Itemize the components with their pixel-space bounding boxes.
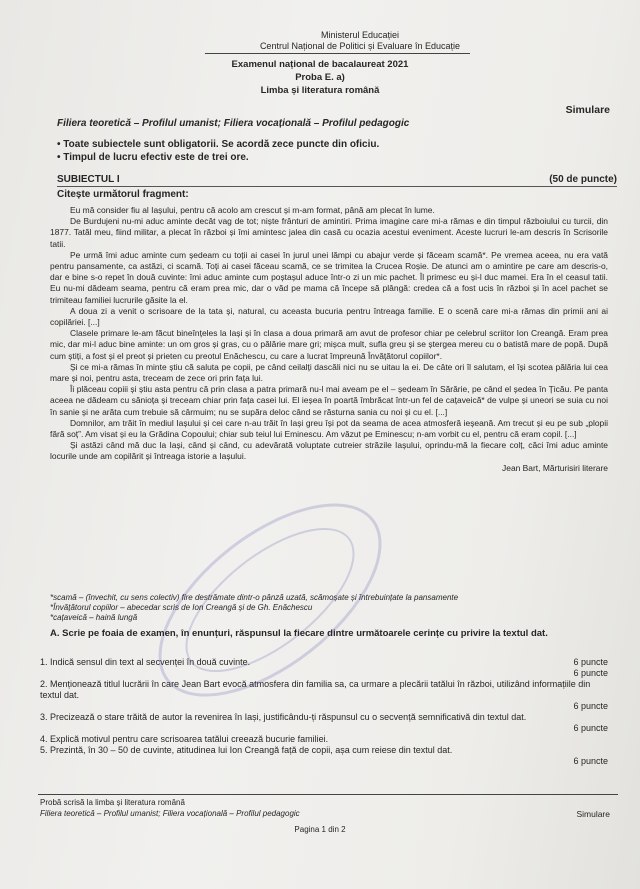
footer-line-2: Filiera teoretică – Profilul umanist; Filiera vocațională – Profilul pedagogic: [40, 808, 300, 818]
requirement-points: 6 puncte: [573, 756, 608, 766]
requirement-item: [40, 701, 608, 723]
requirement-points: 6 puncte: [573, 668, 608, 678]
requirements-list: [40, 657, 608, 767]
fragment-text: [50, 205, 608, 474]
requirement-text: 1. Indică sensul din text al secvenței în două cuvinte.: [40, 657, 251, 667]
instructions-list: [57, 138, 379, 164]
exam-title: Examenul național de bacalaureat 2021: [231, 59, 409, 70]
author-credit: Jean Bart, Mărturisiri literare: [502, 462, 608, 473]
paragraph: Și astăzi când mă duc la Iași, când și când, cu adevărată voluptate cutreier străzile Iașului, oprindu-mă la fiecare colț, căci îmi aduc aminte locurile unde am copilărit și întreaga istorie a Iașului.: [50, 440, 608, 462]
exam-proba: Proba E. a): [295, 72, 345, 83]
footnote: *Învățătorul copiilor – abecedar scris de Ion Creangă și de Gh. Enăchescu: [50, 602, 313, 612]
exam-title-block: [0, 58, 640, 97]
requirement-points: 6 puncte: [573, 657, 608, 667]
filiera-line: Filiera teoretică – Profilul umanist; Filiera vocațională – Profilul pedagogic: [57, 118, 410, 129]
paragraph: Eu mă consider fiu al Iașului, pentru că acolo am crescut și m-am format, până am plecat în lume.: [70, 205, 435, 215]
header-divider: [205, 53, 470, 54]
requirement-item: [40, 723, 608, 745]
subiect-title: SUBIECTUL I: [57, 174, 120, 185]
exam-subject: Limba și literatura română: [260, 85, 380, 96]
footnote: *scamă – (învechit, cu sens colectiv) fire destrămate dintr-o pânză uzată, scămoșate și întrebuințate la pansamente: [50, 593, 459, 602]
requirement-text: 3. Precizează o stare trăită de autor la revenirea în Iași, justificându-ți răspunsul cu o secvență semnificativă din textul dat.: [40, 712, 527, 722]
simulare-label: Simulare: [565, 104, 610, 116]
subiect-points: (50 de puncte): [549, 174, 617, 185]
paragraph: Pe urmă îmi aduc aminte cum ședeam cu toții ai casei în jurul unei lămpi cu abajur verde și făceam scamă*. Pe vremea aceea, nu era vată pentru pansamente, ca astăzi, ci scamă. Toți ai casei făceau scamă, ce se trimitea la Crucea Roșie. De atunci am o amintire pe care am descris-o, dar e bine s-o repet în două cuvinte: îmi aduc aminte cum poștașul aduce într-o zi un mic pachet. Îl primesc eu și-l duc mamei. Era în el ceasul tatii. Eu nu-mi dădeam seama, pentru că eram prea mic, dar o văd pe mama că începe să plângă: credea că a fost ucis în război și în acel pachet se trimiteau familiei lucrurile găsite la el.: [50, 249, 608, 305]
section-a-heading: A. Scrie pe foaia de examen, în enunțuri, răspunsul la fiecare dintre următoarele cerințe cu privire la textul dat.: [50, 628, 548, 639]
paragraph: A doua zi a venit o scrisoare de la tata și, natural, cu aceasta bucuria pentru întreaga familie. E o scenă care mi-a rămas din primii ani ai copilăriei. [...]: [50, 305, 608, 328]
requirement-points: 6 puncte: [573, 701, 608, 711]
instruction-item: • Toate subiectele sunt obligatorii. Se acordă zece puncte din oficiu.: [57, 138, 379, 151]
subiect-header: [57, 174, 617, 187]
paragraph: Și ce mi-a rămas în minte știu că saluta pe copii, pe când ceilalți dascăli nici nu se uitau la ei. De câte ori îl salutam, el își scotea pălăria lui cea mare și noi, pentru asta, treceam de zece ori prin fața lui.: [50, 361, 608, 384]
requirement-text: 2. Menționează titlul lucrării în care Jean Bart evocă atmosfera din familia sa, ca urmare a plecării tatălui în război, utilizând informațiile din textul dat.: [40, 679, 591, 700]
read-prompt: Citește următorul fragment:: [57, 189, 189, 200]
footer-line-1: Probă scrisă la limba și literatura română: [40, 798, 185, 807]
requirement-text: 4. Explică motivul pentru care scrisoarea tatălui creează bucurie familiei.: [40, 734, 329, 744]
footer-info: [40, 798, 300, 819]
center-name: Centrul Național de Politici și Evaluare în Educație: [259, 41, 461, 51]
instruction-item: • Timpul de lucru efectiv este de trei ore.: [57, 151, 379, 164]
requirement-item: [40, 668, 608, 701]
footer-divider: [38, 794, 618, 795]
paragraph: Clasele primare le-am făcut bineînțeles la Iași și în clasa a doua primară am avut de profesor chiar pe celebrul scriitor Ion Creangă. Eram prea mic, dar mi-l aduc bine aminte: un om gros și gras, cu o pălărie mare gri; mișca mult, sufla greu și se ștergea mereu cu o batistă mare de popă. După cum știți, a fost și el preot și prieten cu preotul Enăchescu, cu care a lucrat împreună Învățătorul copiilor*.: [50, 328, 608, 361]
requirement-item: [40, 745, 608, 767]
paragraph: De Burdujeni nu-mi aduc aminte decât vag de tot; niște frânturi de amintiri. Prima imagine care mi-a rămas e din timpul războiului cu turcii, din 1877. Tatăl meu, fiind militar, a plecat în război și îmi amintesc jalea din casă cu ocazia acestui eveniment. Aceste lucruri le-am descris în Scrisorile tatii.: [50, 216, 608, 249]
requirement-text: 5. Prezintă, în 30 – 50 de cuvinte, atitudinea lui Ion Creangă față de copii, așa cum reiese din textul dat.: [40, 745, 453, 755]
paragraph: Domnilor, am trăit în mediul Iașului și cei care n-au trăit în Iași greu își pot da seama de acea atmosferă ieșeană. Am trecut și eu pe sub „plopii fără soț”. Am visat și eu la Grădina Copoului; chiar sub teiul lui Eminescu. Am văzut pe Eminescu; n-am vorbit cu el, pentru că eram copil. [...]: [50, 417, 608, 440]
footer-simulare: Simulare: [576, 809, 610, 819]
paragraph: Îi plăceau copiii și știu asta pentru că prin clasa a patra primară nu-l mai aveam pe el – ședeam în Sărărie, pe când el ședea în Țicău. Pe panta aceea ne dădeam cu sănioța și treceam chiar prin fața casei lui. El ieșea în poartă îmbrăcat într-un fel de cațaveică* de vulpe și uneori se suia cu noi în sanie și ne arăta cum trebuie să cârmuim; nu se supăra deloc când se răsturna sania cu noi și cu el. [...]: [50, 384, 608, 417]
requirement-points: 6 puncte: [573, 723, 608, 733]
ministry-name: Ministerul Educației: [320, 30, 400, 40]
page-number: Pagina 1 din 2: [294, 825, 346, 834]
footnote: *cațaveică – haină lungă: [50, 612, 138, 622]
